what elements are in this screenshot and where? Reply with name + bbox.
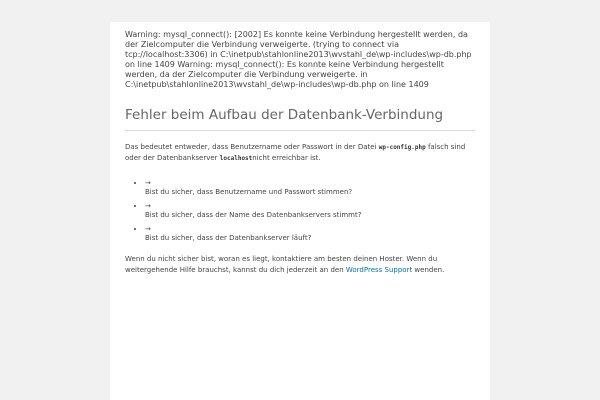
help-text-1: Wenn du nicht sicher bist, woran es liegt, kontaktiere am besten deinen Hoster. Wenn du weitergehende Hilfe brauchst, kannst du dich jederzeit an den	[125, 255, 438, 274]
arrow-icon: • →	[145, 202, 151, 210]
list-item-text: Bist du sicher, dass der Datenbankserver läuft?	[145, 234, 312, 242]
intro-text-2: falsch sind oder der Datenbankserver	[125, 143, 466, 162]
database-host: localhost	[219, 155, 253, 162]
list-item	[145, 178, 475, 197]
checklist	[125, 178, 475, 243]
page-title: Fehler beim Aufbau der Datenbank-Verbindung	[125, 106, 475, 131]
intro-paragraph	[125, 142, 475, 164]
error-card	[110, 22, 490, 400]
help-paragraph	[125, 254, 475, 276]
list-item-text: Bist du sicher, dass der Name des Datenbankservers stimmt?	[145, 211, 362, 219]
list-item-text: Bist du sicher, dass Benutzername und Passwort stimmen?	[145, 188, 353, 196]
list-item	[145, 201, 475, 220]
php-warning-text: Warning: mysql_connect(): [2002] Es konnte keine Verbindung hergestellt werden, da der Zielcomputer die Verbindung verweigerte. (trying to connect via tcp://localhost:3306) in C:\inetpub\stahlonline2013\wvstahl_de\wp-includes\wp-db.php on line 1409 Warning: mysql_connect(): Es konnte keine Verbindung hergestellt werden, da der Zielcomputer die Verbindung verweigerte. in C:\inetpub\stahlonline2013\wvstahl_de\wp-includes\wp-db.php on line 1409	[125, 30, 472, 89]
intro-text-1: Das bedeutet entweder, dass Benutzername oder Passwort in der Datei	[125, 143, 379, 151]
intro-text-3: nicht erreichbar ist.	[252, 154, 321, 162]
list-item	[145, 224, 475, 243]
wordpress-support-link[interactable]: WordPress Support	[345, 266, 413, 274]
arrow-icon: • →	[145, 225, 151, 233]
arrow-icon: • →	[145, 179, 151, 187]
config-file-name: wp-config.php	[378, 144, 426, 151]
help-text-2: wenden.	[412, 266, 445, 274]
